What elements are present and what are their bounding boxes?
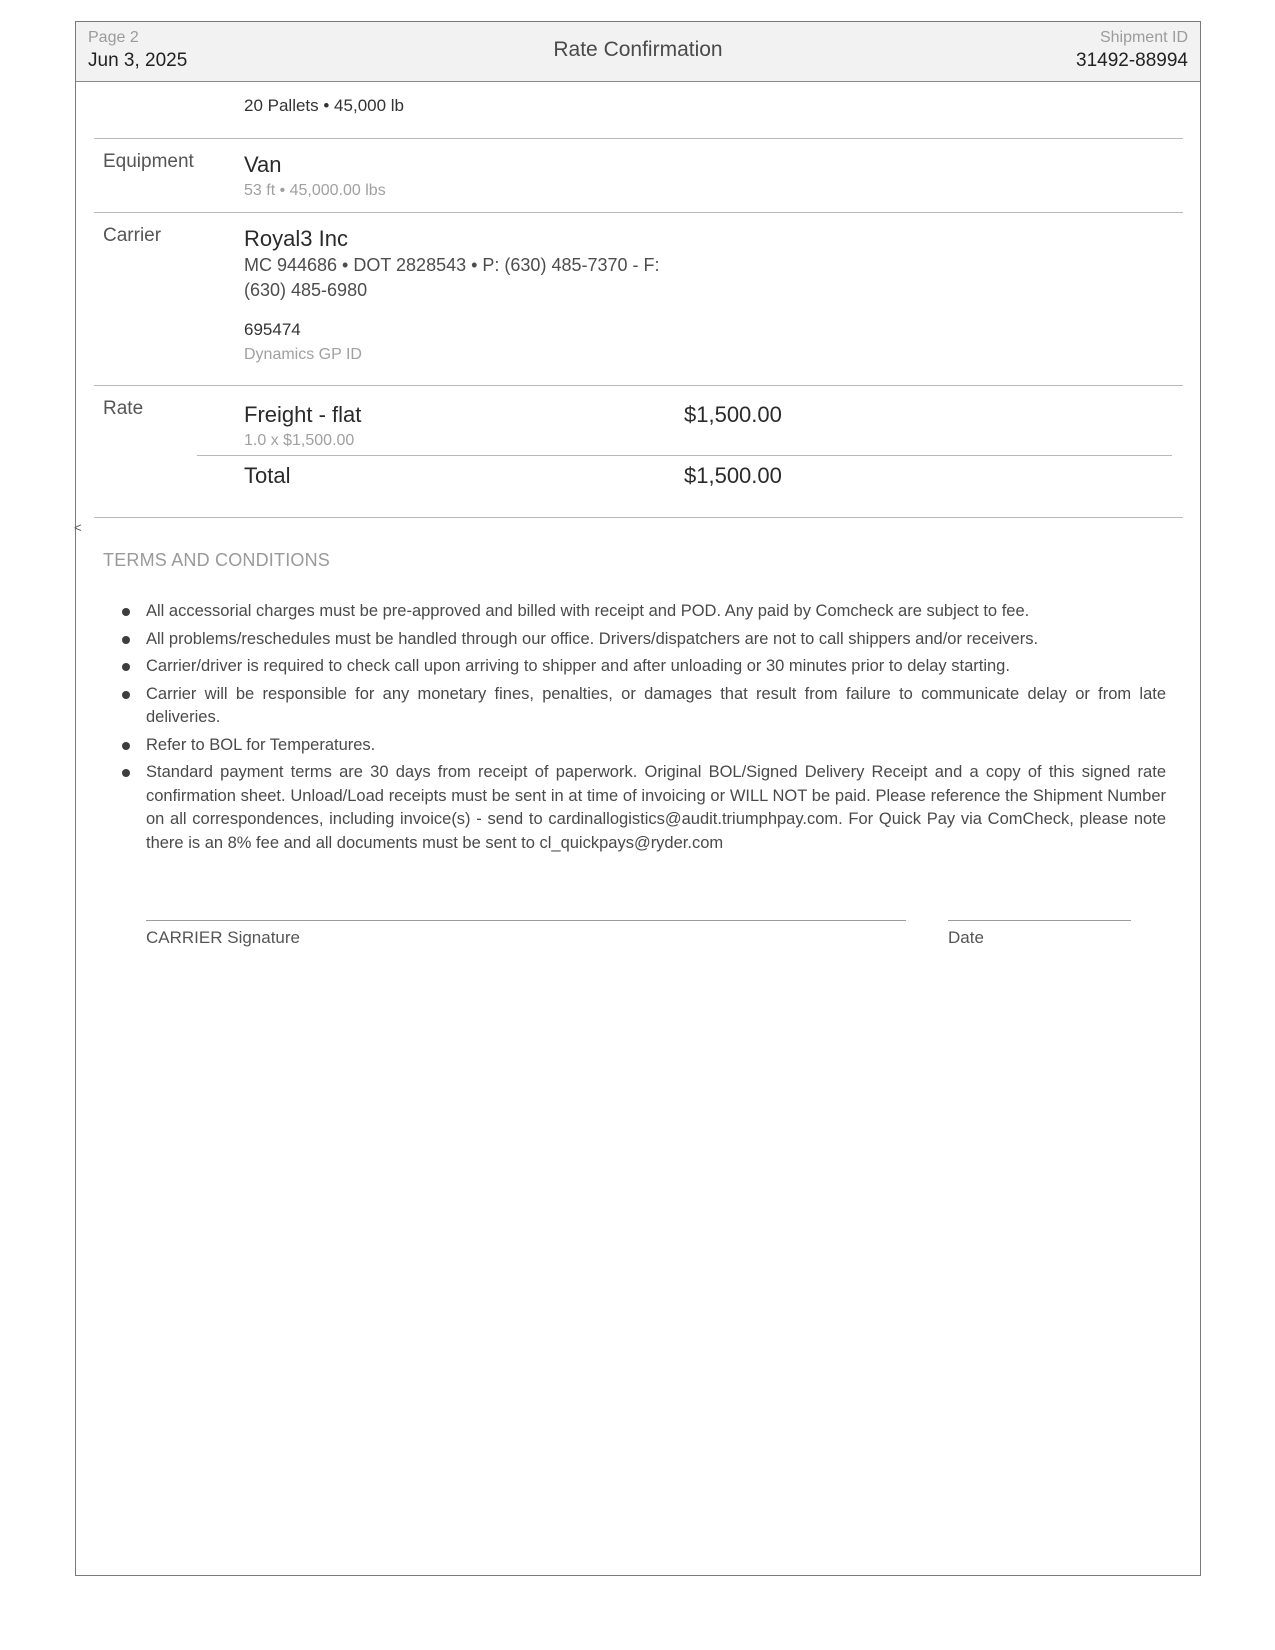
equipment-type: Van [244,152,282,177]
carrier-info-line2: (630) 485-6980 [244,280,368,300]
shipment-id-label: Shipment ID [1099,29,1188,46]
carrier-gp-id-label: Dynamics GP ID [244,346,362,363]
section-divider [94,138,1183,139]
section-divider [94,212,1183,213]
date-signature-label: Date [948,928,984,947]
rate-line-calc: 1.0 x $1,500.00 [244,432,355,449]
equipment-label: Equipment [103,151,194,172]
equipment-details: 53 ft • 45,000.00 lbs [244,182,386,199]
load-summary: 20 Pallets • 45,000 lb [244,96,405,115]
carrier-signature-line [146,920,906,921]
terms-title: TERMS AND CONDITIONS [103,550,331,570]
section-divider [94,517,1183,518]
page-number: Page 2 [88,29,139,46]
carrier-gp-id: 695474 [244,320,301,339]
carrier-name: Royal3 Inc [244,226,348,251]
carrier-info-line1: MC 944686 • DOT 2828543 • P: (630) 485-7370 - F: [244,255,660,275]
rate-line-amount: $1,500.00 [684,402,782,427]
terms-item: Refer to BOL for Temperatures. [120,734,1166,758]
terms-list [120,600,1166,859]
stray-mark: < [74,520,82,535]
rate-total-label: Total [244,463,291,488]
page-header [76,22,1200,82]
rate-label: Rate [103,398,144,419]
terms-item: Carrier will be responsible for any monetary fines, penalties, or damages that result from failure to communicate delay or from late deliveries. [120,683,1166,730]
section-divider [94,385,1183,386]
carrier-signature-label: CARRIER Signature [146,928,301,947]
carrier-label: Carrier [103,225,162,246]
rate-total-divider [197,455,1172,456]
rate-total-amount: $1,500.00 [684,463,782,488]
date-signature-line [948,920,1131,921]
terms-item: Standard payment terms are 30 days from receipt of paperwork. Original BOL/Signed Delivery Receipt and a copy of this signed rate confirmation sheet. Unload/Load receipts must be sent in at time of invoicing or WILL NOT be paid. Please reference the Shipment Number on all correspondences, including invoice(s) - send to cardinallogistics@audit.triumphpay.com. For Quick Pay via ComCheck, please note there is an 8% fee and all documents must be sent to cl_quickpays@ryder.com [120,761,1166,855]
document-title: Rate Confirmation [553,38,723,61]
rate-line-item: Freight - flat [244,402,362,427]
document-date: Jun 3, 2025 [88,50,188,71]
header-right [1076,28,1188,74]
terms-item: All accessorial charges must be pre-approved and billed with receipt and POD. Any paid by Comcheck are subject to fee. [120,600,1166,624]
terms-item: All problems/reschedules must be handled through our office. Drivers/dispatchers are not to call shippers and/or receivers. [120,628,1166,652]
shipment-id: 31492-88994 [1076,50,1188,71]
terms-item: Carrier/driver is required to check call upon arriving to shipper and after unloading or 30 minutes prior to delay starting. [120,655,1166,679]
